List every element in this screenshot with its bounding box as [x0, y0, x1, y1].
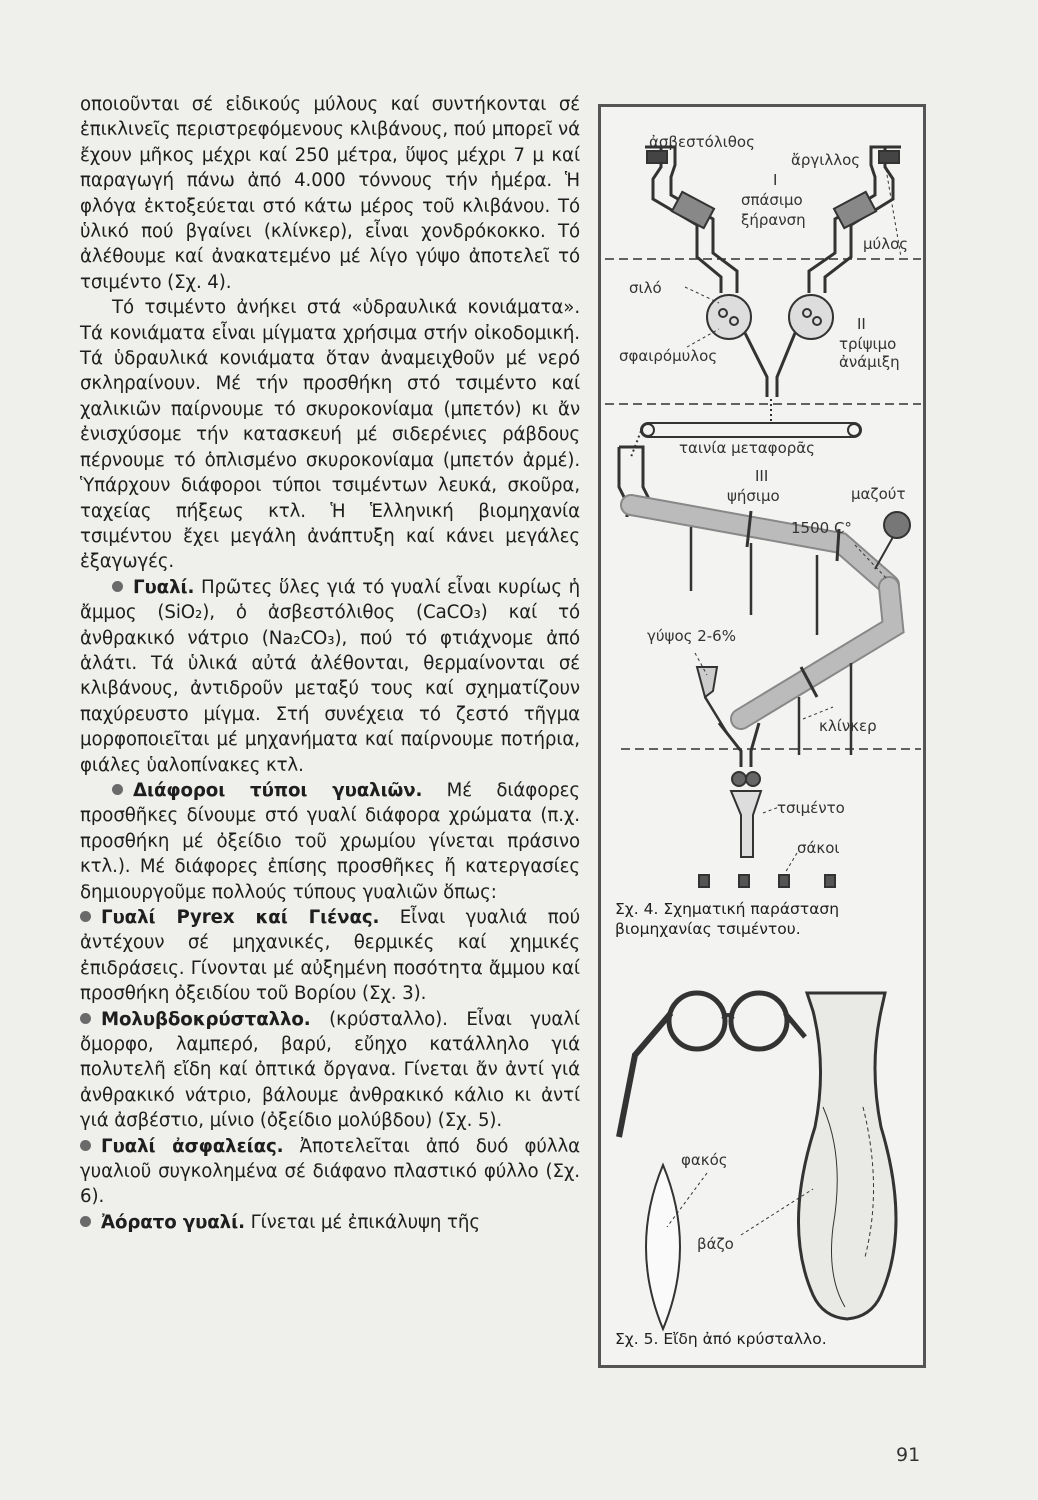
label-conveyor: ταινία μεταφορᾶς [679, 439, 815, 457]
paragraph-hydraulic-mortars: Τό τσιμέντο ἀνήκει στά «ὑδραυλικά κονιάματα». Τά κονιάματα εἶναι μίγματα χρήσιμα στήν οἰκοδομική. Τά ὑδραυλικά κονιάματα ὅταν ἀναμειχθοῦν μέ νερό σκληραίνουν. Μέ τήν προσθήκη στό τσιμέντο καί χαλικιῶν παίρνουμε τό σκυροκονίαμα (μπετόν) κι ἄν ἐνισχύσομε τήν κατασκευή μέ σιδερένιες ράβδους πέρνουμε τό ὁπλισμένο σκυροκονίαμα (μπετόν ἀρμέ). Ὑπάρχουν διάφοροι τύποι τσιμέντων λευκά, σκοῦρα, ταχείας πήξεως κτλ. Ἡ Ἑλληνική βιομηχανία τσιμέντου ἔχει μεγάλη ἀνάπτυξη καί κάνει μεγάλες ἐξαγωγές. [80, 297, 580, 573]
cement-mill-ball [732, 772, 746, 786]
figure-5-caption: Σχ. 5. Εἴδη ἀπό κρύσταλλο. [615, 1330, 827, 1348]
bullet-body: Εἶναι γυαλιά πού ἀντέχουν σέ μηχανικές, θερμικές καί χημικές ἐπιδράσεις. Γίνονται μέ αὐξημένη ποσότητα ἄμμου καί προσθήκη ὀξειδίου τοῦ Βορίου (Σχ. 3). [80, 907, 580, 1005]
bullet-dot [80, 1140, 91, 1151]
label-lens: φακός [681, 1151, 728, 1169]
spectacle-temple [619, 1013, 671, 1137]
vase-shape [798, 993, 896, 1319]
figure-4-caption: Σχ. 4. Σχηματική παράσταση βιομηχανίας τσιμέντου. [615, 900, 840, 938]
label-mixing: ἀνάμιξη [839, 353, 900, 371]
label-sacks: σάκοι [797, 839, 840, 857]
spectacle-lens [731, 993, 787, 1049]
label-vase: βάζο [697, 1235, 734, 1253]
crusher-mill [672, 192, 714, 228]
cement-sack [825, 875, 835, 887]
cement-sack [779, 875, 789, 887]
bullet-pyrex [80, 905, 580, 1007]
bullet-heading: Γυαλί Pyrex καί Γιένας. [101, 907, 380, 928]
bullet-body: Μέ διάφορες προσθῆκες δίνουμε στό γυαλί διάφορα χρώματα (π.χ. προσθήκη μέ ὀξείδιο τοῦ χρωμίου γίνεται πράσινο κτλ.). Μέ διάφορες ἐπίσης προσθῆκες ἤ κατεργασίες δημιουργοῦμε πολλούς τύπους γυαλιῶν ὅπως: [80, 779, 580, 903]
label-temperature: 1500 C° [791, 519, 852, 537]
figure-illustrations [601, 107, 923, 1365]
label-ball-mill: σφαιρόμυλος [619, 347, 718, 365]
fuel-burner [884, 512, 910, 538]
label-crushing: σπάσιμο [741, 191, 803, 209]
label-cement: τσιμέντο [777, 799, 845, 817]
label-stage-2: II [857, 315, 866, 333]
crusher-mill [834, 192, 876, 228]
label-stage-1: I [773, 171, 778, 189]
label-drying: ξήρανση [741, 211, 806, 229]
main-text-column [80, 92, 580, 1235]
bullet-dot [112, 581, 123, 592]
spectacle-lens [669, 993, 725, 1049]
bullet-dot [112, 784, 123, 795]
bullet-heading: Διάφοροι τύποι γυαλιῶν. [133, 779, 423, 801]
limestone-hopper [647, 151, 667, 163]
label-stage-3: III [755, 467, 769, 485]
lens-shape [646, 1165, 680, 1329]
ball-mill [789, 295, 833, 339]
label-mill: μύλος [863, 235, 909, 253]
bullet-glass [80, 575, 580, 778]
label-clay: ἄργιλλος [791, 151, 861, 169]
page-number: 91 [896, 1444, 921, 1466]
bullet-dot [80, 1013, 91, 1024]
label-silo: σιλό [629, 279, 662, 297]
leader-line [685, 287, 719, 303]
label-burning: ψήσιμο [727, 487, 780, 505]
bullet-body: Πρῶτες ὕλες γιά τό γυαλί εἶναι κυρίως ἡ ἄμμος (SiO₂), ὁ ἀσβεστόλιθος (CaCO₃) καί τό ἀνθρακικό νάτριο (Na₂CO₃), πού τό φτιάχνομε ἀπό ἁλάτι. Τά ὑλικά αὐτά ἀλέθονται, θερμαίνονται σέ κλιβάνους, ἀντιδροῦν μεταξύ τους καί σχηματίζουν παχύρευστο μίγμα. Στή συνέχεια τό ζεστό τῆγμα μορφοποιεῖται μέ μηχανήματα καί παίρνουμε ποτήρια, φιάλες ὑαλοπίνακες κτλ. [80, 576, 580, 776]
belt-roller [848, 424, 860, 436]
label-clinker: κλίνκερ [819, 717, 877, 735]
paragraph-kiln: οποιοῦνται σέ εἰδικούς μύλους καί συντήκονται σέ ἐπικλινεῖς περιστρεφόμενους κλιβάνους, πού μπορεῖ νά ἔχουν μῆκος μέχρι καί 250 μέτρα, ὕψος μέχρι 7 μ καί παραγωγή πάνω ἀπό 4.000 τόννους τήν ἡμέρα. Ἡ φλόγα ἐκτοξεύεται στό κάτω μέρος τοῦ κλιβάνου. Τό ὑλικό πού βγαίνει (κλίνκερ), εἶναι χονδρόκοκκο. Τό ἀλέθουμε καί ἀνακατεμένο μέ λίγο γύψο ἀποτελεῖ τό τσιμέντο (Σχ. 4). [80, 94, 580, 293]
rotary-kiln-tube [631, 505, 889, 585]
gypsum-hopper [697, 667, 717, 697]
bullet-heading: Γυαλί ἀσφαλείας. [101, 1135, 284, 1157]
figure-panel [598, 104, 926, 1368]
label-fuel-oil: μαζούτ [851, 485, 906, 503]
bullet-dot [80, 1216, 91, 1227]
label-limestone: ἀσβεστόλιθος [649, 133, 755, 151]
cement-sack [699, 875, 709, 887]
conveyor-belt [641, 423, 861, 437]
bullet-body: (κρύσταλλο). Εἶναι γυαλί ὄμορφο, λαμπερό, βαρύ, εὔηχο κατάλληλο γιά πολυτελῆ εἴδη καί ὀπτικά ὄργανα. Γίνεται ἄν ἀντί γιά ἀνθρακικό νάτριο, βάλουμε ἀνθρακικό κάλιο κι ἀντί γιά ἀσβέστιο, μίνιο (ὀξείδιο μολύβδου) (Σχ. 5). [80, 1008, 580, 1132]
bullet-heading: Ἀόρατο γυαλί. [101, 1211, 245, 1233]
mixing-funnel [745, 333, 795, 397]
label-gypsum: γύψος 2-6% [647, 627, 736, 645]
bullet-body: Γίνεται μέ ἐπικάλυψη τῆς [244, 1211, 480, 1233]
bullet-heading: Γυαλί. [133, 576, 195, 598]
cement-silo [731, 791, 761, 857]
bullet-glass-types [80, 778, 580, 905]
label-grinding: τρίψιμο [839, 335, 897, 353]
leader-line [785, 853, 797, 873]
bullet-invisible-glass [80, 1210, 580, 1235]
cement-sack [739, 875, 749, 887]
leader-line [687, 329, 719, 347]
burner-line [875, 537, 893, 569]
crystal-objects-illustration [619, 993, 896, 1329]
cement-mill-ball [746, 772, 760, 786]
bullet-heading: Μολυβδοκρύσταλλο. [101, 1008, 311, 1030]
bullet-body: Ἀποτελεῖται ἀπό δυό φύλλα γυαλιοῦ συγκολημένα σέ διάφανο πλαστικό φύλλο (Σχ. 6). [80, 1135, 580, 1208]
bullet-dot [80, 911, 91, 922]
falling-powder [631, 431, 641, 457]
bullet-safety-glass [80, 1134, 580, 1210]
spectacle-bridge [723, 1015, 733, 1019]
limestone-pipe [645, 147, 721, 293]
cement-plant-diagram [605, 147, 921, 887]
belt-roller [642, 424, 654, 436]
clay-hopper [879, 151, 899, 163]
bullet-lead-crystal [80, 1007, 580, 1134]
